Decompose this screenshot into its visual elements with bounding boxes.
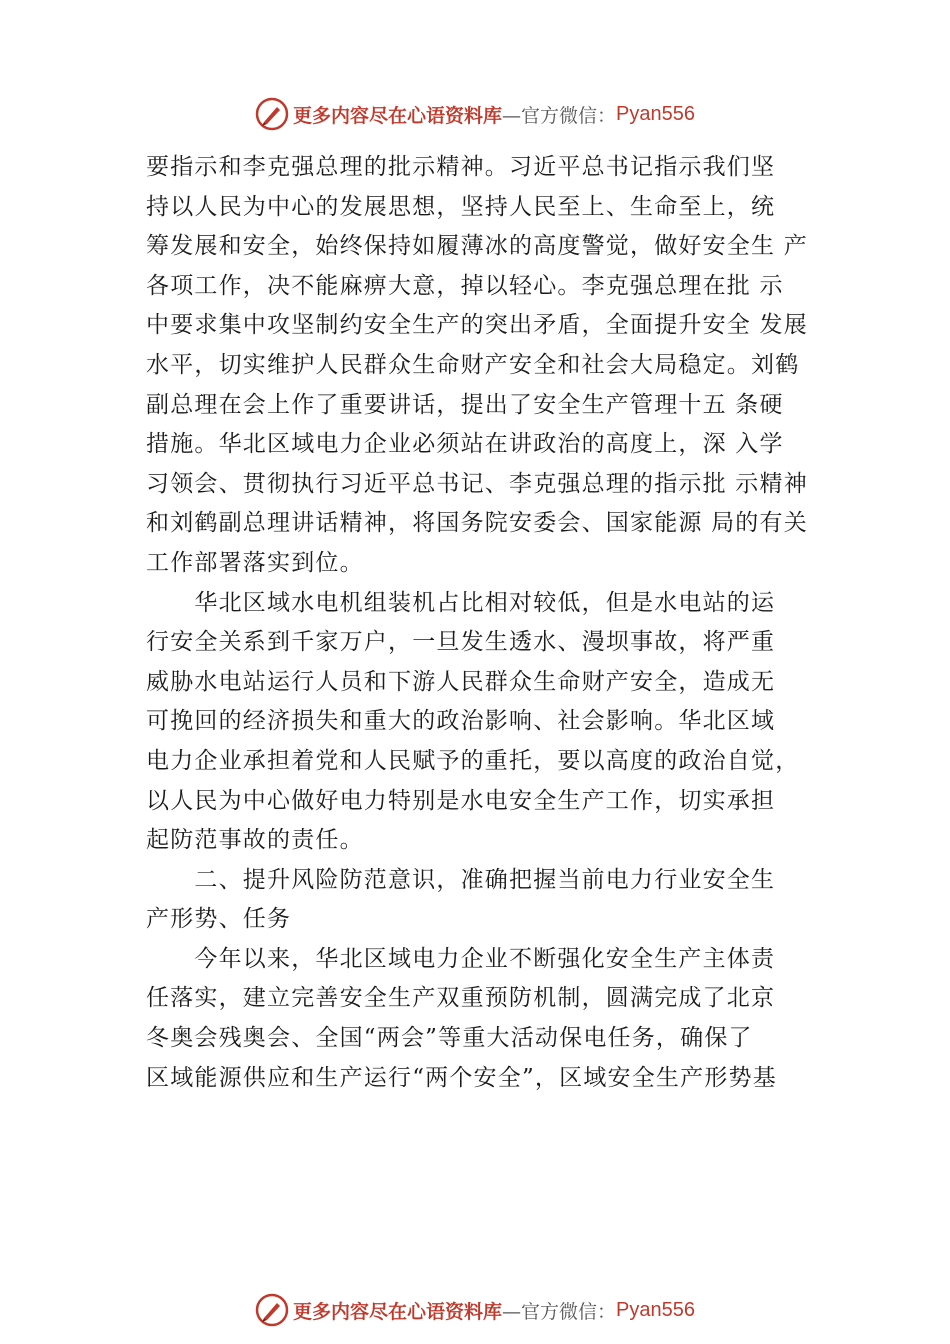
banner-separator: —官方微信： xyxy=(502,1300,617,1323)
text-line: 副总理在会上作了重要讲话，提出了安全生产管理十五 条硬 xyxy=(146,391,784,418)
text-line: 习领会、贯彻执行习近平总书记、李克强总理的指示批 示精神 xyxy=(146,470,808,497)
text-line: 筹发展和安全，始终保持如履薄冰的高度警觉，做好安全生 产 xyxy=(146,233,808,260)
banner-text: 更多内容尽在心语资料库 xyxy=(293,1300,503,1323)
text-line: 冬奥会残奥会、全国“两会”等重大活动保电任务，确保了 xyxy=(146,1025,753,1052)
pen-logo-icon xyxy=(255,97,289,131)
text-line: 威胁水电站运行人员和下游人民群众生命财产安全，造成无 xyxy=(146,668,776,695)
text-line: 起防范事故的责任。 xyxy=(146,827,364,854)
header-watermark xyxy=(0,94,950,134)
text-line: 措施。华北区域电力企业必须站在讲政治的高度上，深 入学 xyxy=(146,431,784,458)
text-line: 持以人民为中心的发展思想，坚持人民至上、生命至上，统 xyxy=(146,193,776,220)
text-line: 以人民为中心做好电力特别是水电安全生产工作，切实承担 xyxy=(146,787,776,814)
text-line: 和刘鹤副总理讲话精神，将国务院安委会、国家能源 局的有关 xyxy=(146,510,808,537)
text-line: 区域能源供应和生产运行“两个安全”，区域安全生产形势基 xyxy=(146,1064,777,1091)
text-line: 可挽回的经济损失和重大的政治影响、社会影响。华北区域 xyxy=(146,708,776,735)
text-line: 要指示和李克强总理的批示精神。习近平总书记指示我们坚 xyxy=(146,154,776,180)
banner-account: Pyan556 xyxy=(616,102,695,125)
text-line: 今年以来，华北区域电力企业不断强化安全生产主体责 xyxy=(146,945,776,972)
text-line: 行安全关系到千家万户，一旦发生透水、漫坝事故，将严重 xyxy=(146,629,776,656)
document-body xyxy=(146,148,836,1098)
text-line: 各项工作，决不能麻痹大意，掉以轻心。李克强总理在批 示 xyxy=(146,272,784,299)
text-line: 华北区域水电机组装机占比相对较低，但是水电站的运 xyxy=(146,589,776,616)
banner-text: 更多内容尽在心语资料库 xyxy=(293,104,503,127)
section-heading: 产形势、任务 xyxy=(146,906,292,933)
text-line: 中要求集中攻坚制约安全生产的突出矛盾，全面提升安全 发展 xyxy=(146,312,808,339)
banner-separator: —官方微信： xyxy=(502,104,617,127)
footer-watermark xyxy=(0,1290,950,1330)
section-heading: 二、提升风险防范意识，准确把握当前电力行业安全生 xyxy=(146,866,776,893)
pen-logo-icon xyxy=(255,1293,289,1327)
text-line: 工作部署落实到位。 xyxy=(146,549,364,576)
text-line: 水平，切实维护人民群众生命财产安全和社会大局稳定。刘鹤 xyxy=(146,351,800,378)
text-line: 任落实，建立完善安全生产双重预防机制，圆满完成了北京 xyxy=(146,985,776,1012)
banner-account: Pyan556 xyxy=(616,1298,695,1321)
text-line: 电力企业承担着党和人民赋予的重托，要以高度的政治自觉， xyxy=(146,747,800,774)
